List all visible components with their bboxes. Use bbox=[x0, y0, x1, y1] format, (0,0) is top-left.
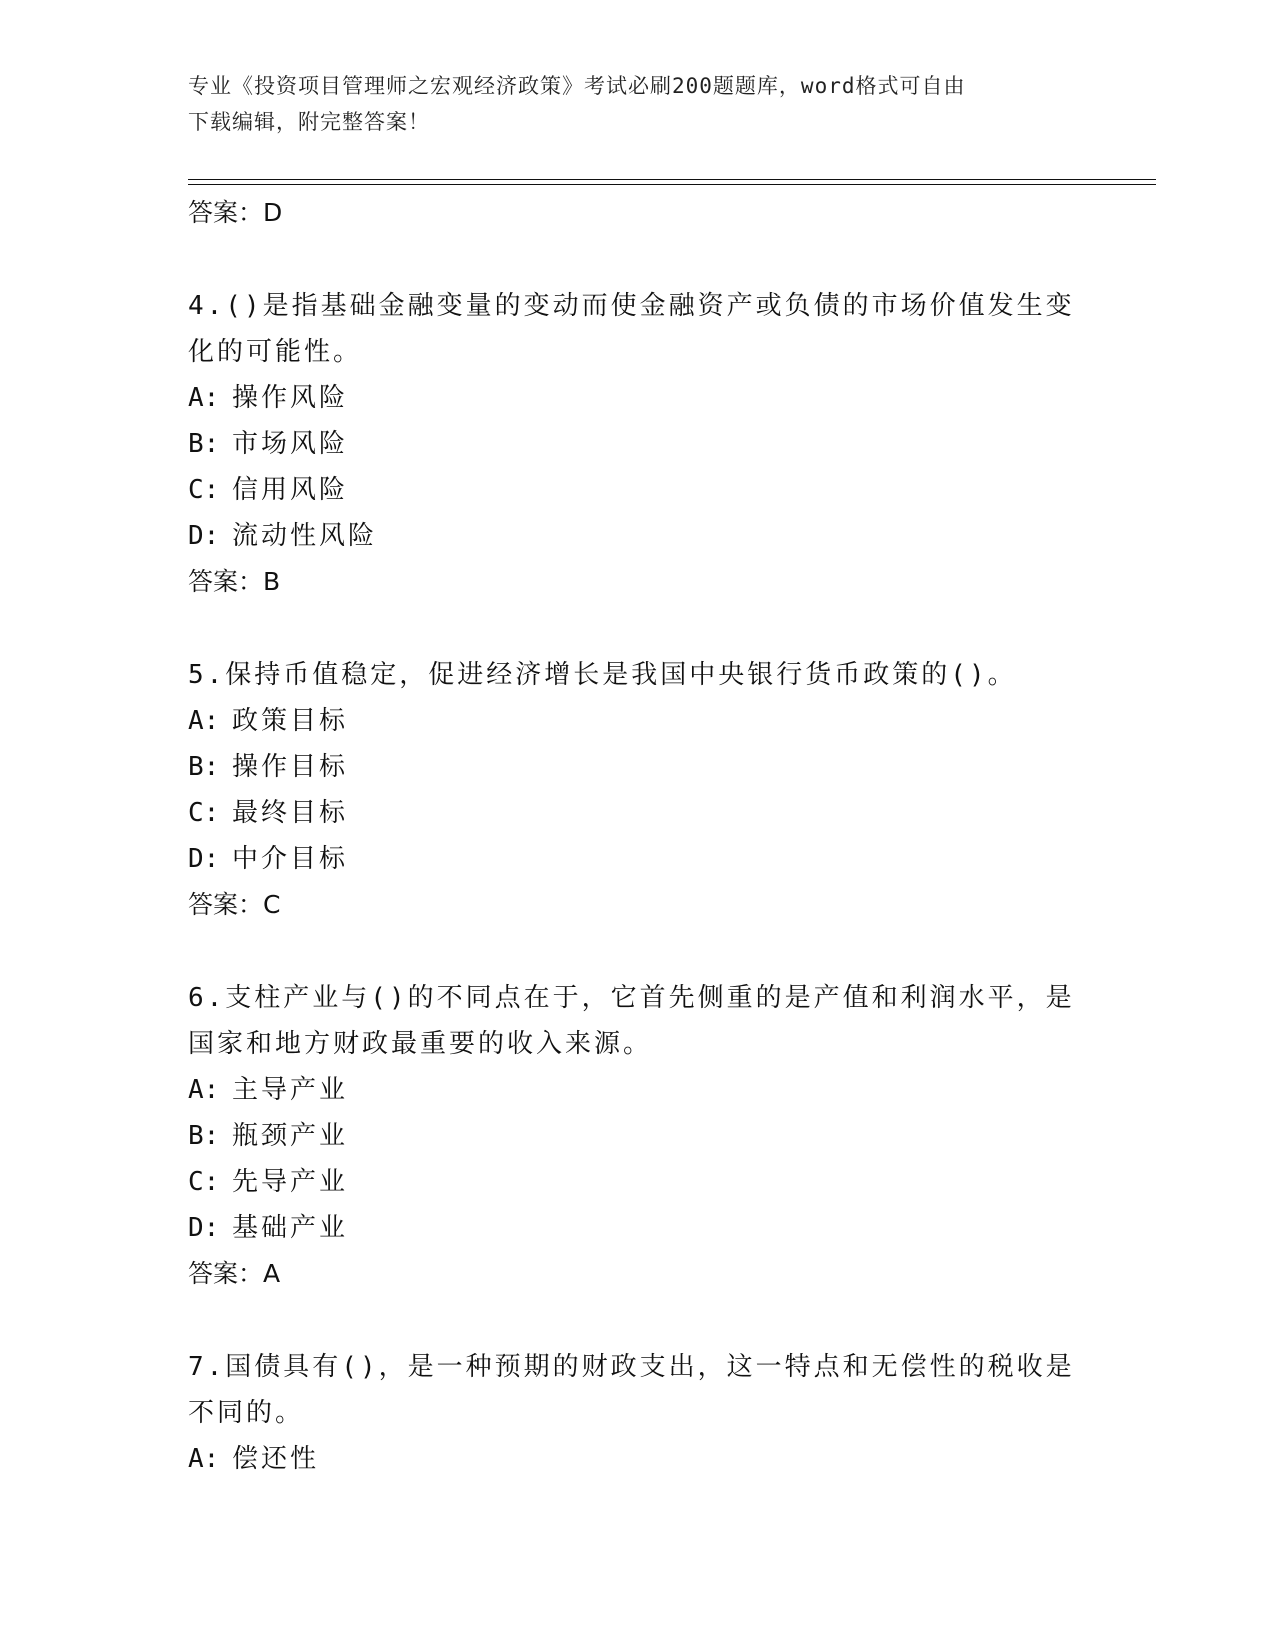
question-list bbox=[188, 190, 1088, 1482]
header-divider-bottom bbox=[188, 184, 1156, 185]
option-letter: A: bbox=[188, 1444, 220, 1474]
option-letter: D: bbox=[188, 521, 220, 551]
option-text: 中介目标 bbox=[232, 844, 349, 874]
question-stem bbox=[188, 975, 1088, 1067]
question-stem-line: 化的可能性。 bbox=[188, 337, 363, 367]
option-text: 流动性风险 bbox=[232, 521, 378, 551]
spacer bbox=[188, 928, 1088, 975]
answer-label: 答案： bbox=[188, 890, 264, 919]
option-text: 偿还性 bbox=[232, 1444, 320, 1474]
answer-line bbox=[188, 882, 1088, 928]
option-letter: B: bbox=[188, 752, 220, 782]
option-text: 基础产业 bbox=[232, 1213, 349, 1243]
question-stem-line: 5.保持币值稳定，促进经济增长是我国中央银行货币政策的()。 bbox=[188, 660, 1017, 690]
option-letter: B: bbox=[188, 1121, 220, 1151]
option-c bbox=[188, 790, 1088, 836]
option-text: 信用风险 bbox=[232, 475, 349, 505]
spacer bbox=[188, 236, 1088, 283]
question-stem bbox=[188, 1344, 1088, 1436]
option-letter: A: bbox=[188, 383, 220, 413]
answer-value: B bbox=[263, 567, 281, 596]
spacer bbox=[188, 1297, 1088, 1344]
option-text: 瓶颈产业 bbox=[232, 1121, 349, 1151]
answer-label: 答案： bbox=[188, 198, 264, 227]
header-line-1: 专业《投资项目管理师之宏观经济政策》考试必刷200题题库，word格式可自由 bbox=[188, 74, 966, 98]
answer-value: C bbox=[263, 890, 281, 919]
option-text: 操作风险 bbox=[232, 383, 349, 413]
option-text: 市场风险 bbox=[232, 429, 349, 459]
header-line-2: 下载编辑，附完整答案！ bbox=[188, 110, 430, 134]
option-a bbox=[188, 1067, 1088, 1113]
question-stem bbox=[188, 283, 1088, 375]
option-b bbox=[188, 744, 1088, 790]
answer-value: D bbox=[263, 198, 283, 227]
option-d bbox=[188, 836, 1088, 882]
option-letter: C: bbox=[188, 1167, 220, 1197]
option-a bbox=[188, 698, 1088, 744]
header-divider-top bbox=[188, 179, 1156, 180]
answer-line bbox=[188, 190, 1088, 236]
option-text: 操作目标 bbox=[232, 752, 349, 782]
option-letter: A: bbox=[188, 1075, 220, 1105]
question-stem-line: 6.支柱产业与()的不同点在于，它首先侧重的是产值和利润水平，是 bbox=[188, 983, 1075, 1013]
option-letter: A: bbox=[188, 706, 220, 736]
question-stem-line: 4.()是指基础金融变量的变动而使金融资产或负债的市场价值发生变 bbox=[188, 291, 1075, 321]
option-text: 主导产业 bbox=[232, 1075, 349, 1105]
option-a bbox=[188, 1436, 1088, 1482]
option-b bbox=[188, 421, 1088, 467]
option-letter: D: bbox=[188, 1213, 220, 1243]
question-stem-line: 国家和地方财政最重要的收入来源。 bbox=[188, 1029, 653, 1059]
question-block bbox=[188, 283, 1088, 605]
answer-label: 答案： bbox=[188, 567, 264, 596]
option-c bbox=[188, 467, 1088, 513]
document-header bbox=[188, 68, 1088, 140]
answer-line bbox=[188, 1251, 1088, 1297]
answer-label: 答案： bbox=[188, 1259, 264, 1288]
option-letter: D: bbox=[188, 844, 220, 874]
answer-line bbox=[188, 559, 1088, 605]
option-b bbox=[188, 1113, 1088, 1159]
option-text: 先导产业 bbox=[232, 1167, 349, 1197]
option-text: 最终目标 bbox=[232, 798, 349, 828]
question-stem-line: 7.国债具有()，是一种预期的财政支出，这一特点和无偿性的税收是 bbox=[188, 1352, 1075, 1382]
answer-value: A bbox=[263, 1259, 281, 1288]
question-block bbox=[188, 975, 1088, 1297]
option-d bbox=[188, 513, 1088, 559]
option-letter: C: bbox=[188, 798, 220, 828]
question-stem-line: 不同的。 bbox=[188, 1398, 305, 1428]
option-d bbox=[188, 1205, 1088, 1251]
option-text: 政策目标 bbox=[232, 706, 349, 736]
option-a bbox=[188, 375, 1088, 421]
option-letter: B: bbox=[188, 429, 220, 459]
option-letter: C: bbox=[188, 475, 220, 505]
question-block bbox=[188, 652, 1088, 928]
spacer bbox=[188, 605, 1088, 652]
option-c bbox=[188, 1159, 1088, 1205]
question-block bbox=[188, 1344, 1088, 1482]
question-stem bbox=[188, 652, 1088, 698]
